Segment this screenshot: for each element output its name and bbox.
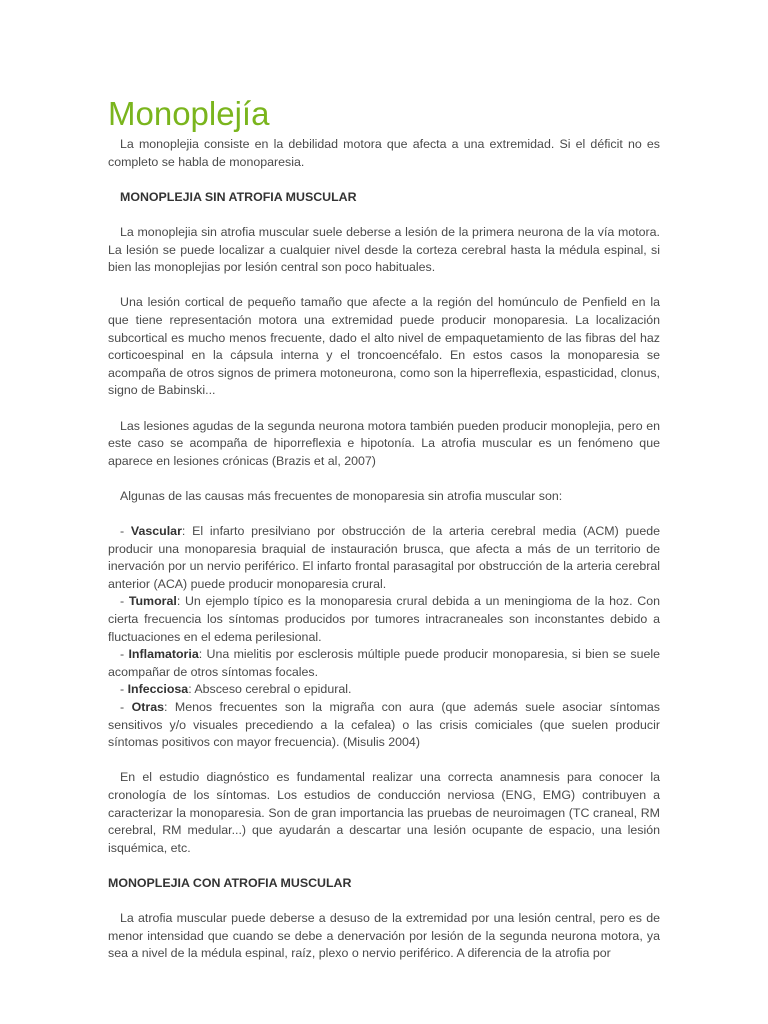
paragraph-segunda-neurona: Las lesiones agudas de la segunda neurona motora también pueden producir monoplejia, pero en este caso se acompaña de hiporreflexia e hipotonía. La atrofia muscular es un fenómeno que aparece en lesiones crónicas (Brazis et al, 2007)	[108, 418, 660, 468]
document-content	[108, 92, 660, 963]
cause-text: : El infarto presilviano por obstrucción de la arteria cerebral media (ACM) puede producir una monoparesia braquial de instauración brusca, que afecta a más de un territorio de inervación por un nervio periférico. El infarto frontal parasagital por obstrucción de la arteria cerebral anterior (ACA) puede producir monoparesia crural.	[108, 524, 660, 591]
list-item: - Infecciosa: Absceso cerebral o epidural.	[120, 682, 352, 697]
list-item: - Inflamatoria: Una mielitis por esclerosis múltiple puede producir monoparesia, si bien se suele acompañar de otros síntomas focales.	[108, 647, 660, 679]
page-title: Monoplejía	[108, 95, 270, 132]
paragraph-lesion-cortical: Una lesión cortical de pequeño tamaño que afecte a la región del homúnculo de Penfield en la que tiene representación motora una extremidad puede producir monoparesia. La localización subcortical es mucho menos frecuente, dado el alto nivel de empaquetamiento de las fibras del haz corticoespinal en la cápsula interna y el troncoencéfalo. En estos casos la monoparesia se acompaña de otros signos de primera motoneurona, como son la hiperreflexia, espasticidad, clonus, signo de Babinski...	[108, 295, 660, 398]
section-heading-con-atrofia: MONOPLEJIA CON ATROFIA MUSCULAR	[108, 875, 352, 890]
paragraph-primera-neurona: La monoplejia sin atrofia muscular suele deberse a lesión de la primera neurona de la vía motora. La lesión se puede localizar a cualquier nivel desde la corteza cerebral hasta la médula espinal, si bien las monoplejias por lesión central son poco habituales.	[108, 224, 660, 275]
list-item: - Otras: Menos frecuentes son la migraña con aura (que además suele asociar síntomas sensitivos y/o visuales precediendo a la cefalea) o las crisis comiciales (que suelen producir síntomas positivos con mayor frecuencia). (Misulis 2004)	[108, 700, 660, 750]
cause-label: Infecciosa	[127, 682, 189, 697]
cause-text: : Absceso cerebral o epidural.	[188, 682, 352, 697]
cause-text: : Una mielitis por esclerosis múltiple puede producir monoparesia, si bien se suele acompañar de otros síntomas focales.	[108, 647, 660, 679]
intro-paragraph: La monoplejia consiste en la debilidad motora que afecta a una extremidad. Si el déficit no es completo se habla de monoparesia.	[108, 137, 660, 169]
cause-label: Otras	[131, 700, 164, 714]
list-item: - Tumoral: Un ejemplo típico es la monoparesia crural debida a un meningioma de la hoz. Con cierta frecuencia los síntomas producidos por tumores intracraneales son inconstantes debido a fluctuaciones en el edema perilesional.	[108, 594, 660, 644]
causes-list	[108, 523, 660, 752]
cause-label: Vascular	[130, 524, 182, 539]
paragraph-estudio-diagnostico: En el estudio diagnóstico es fundamental realizar una correcta anamnesis para conocer la cronología de los síntomas. Los estudios de conducción nerviosa (ENG, EMG) contribuyen a caracterizar la monoparesia. Son de gran importancia las pruebas de neuroimagen (TC craneal, RM cerebral, RM medular...) que ayudarán a descartar una lesión ocupante de espacio, una lesión isquémica, etc.	[108, 770, 660, 855]
cause-label: Inflamatoria	[128, 647, 199, 662]
list-item: - Vascular: El infarto presilviano por obstrucción de la arteria cerebral media (ACM) puede producir una monoparesia braquial de instauración brusca, que afecta a más de un territorio de inervación por un nervio periférico. El infarto frontal parasagital por obstrucción de la arteria cerebral anterior (ACA) puede producir monoparesia crural.	[108, 524, 660, 591]
paragraph-atrofia-muscular: La atrofia muscular puede deberse a desuso de la extremidad por una lesión central, pero es de menor intensidad que cuando se debe a denervación por lesión de la segunda neurona motora, ya sea a nivel de la médula espinal, raíz, plexo o nervio periférico. A diferencia de la atrofia por	[108, 911, 660, 961]
cause-text: : Un ejemplo típico es la monoparesia crural debida a un meningioma de la hoz. Con cierta frecuencia los síntomas producidos por tumores intracraneales son inconstantes debido a fluctuaciones en el edema perilesional.	[108, 594, 660, 644]
cause-label: Tumoral	[128, 594, 177, 609]
paragraph-causas-intro: Algunas de las causas más frecuentes de monoparesia sin atrofia muscular son:	[120, 488, 563, 503]
section-heading-sin-atrofia: MONOPLEJIA SIN ATROFIA MUSCULAR	[120, 189, 357, 204]
cause-text: : Menos frecuentes son la migraña con aura (que además suele asociar síntomas sensitivos y/o visuales precediendo a la cefalea) o las crisis comiciales (que suelen producir síntomas positivos con mayor frecuencia). (Misulis 2004)	[108, 700, 660, 750]
